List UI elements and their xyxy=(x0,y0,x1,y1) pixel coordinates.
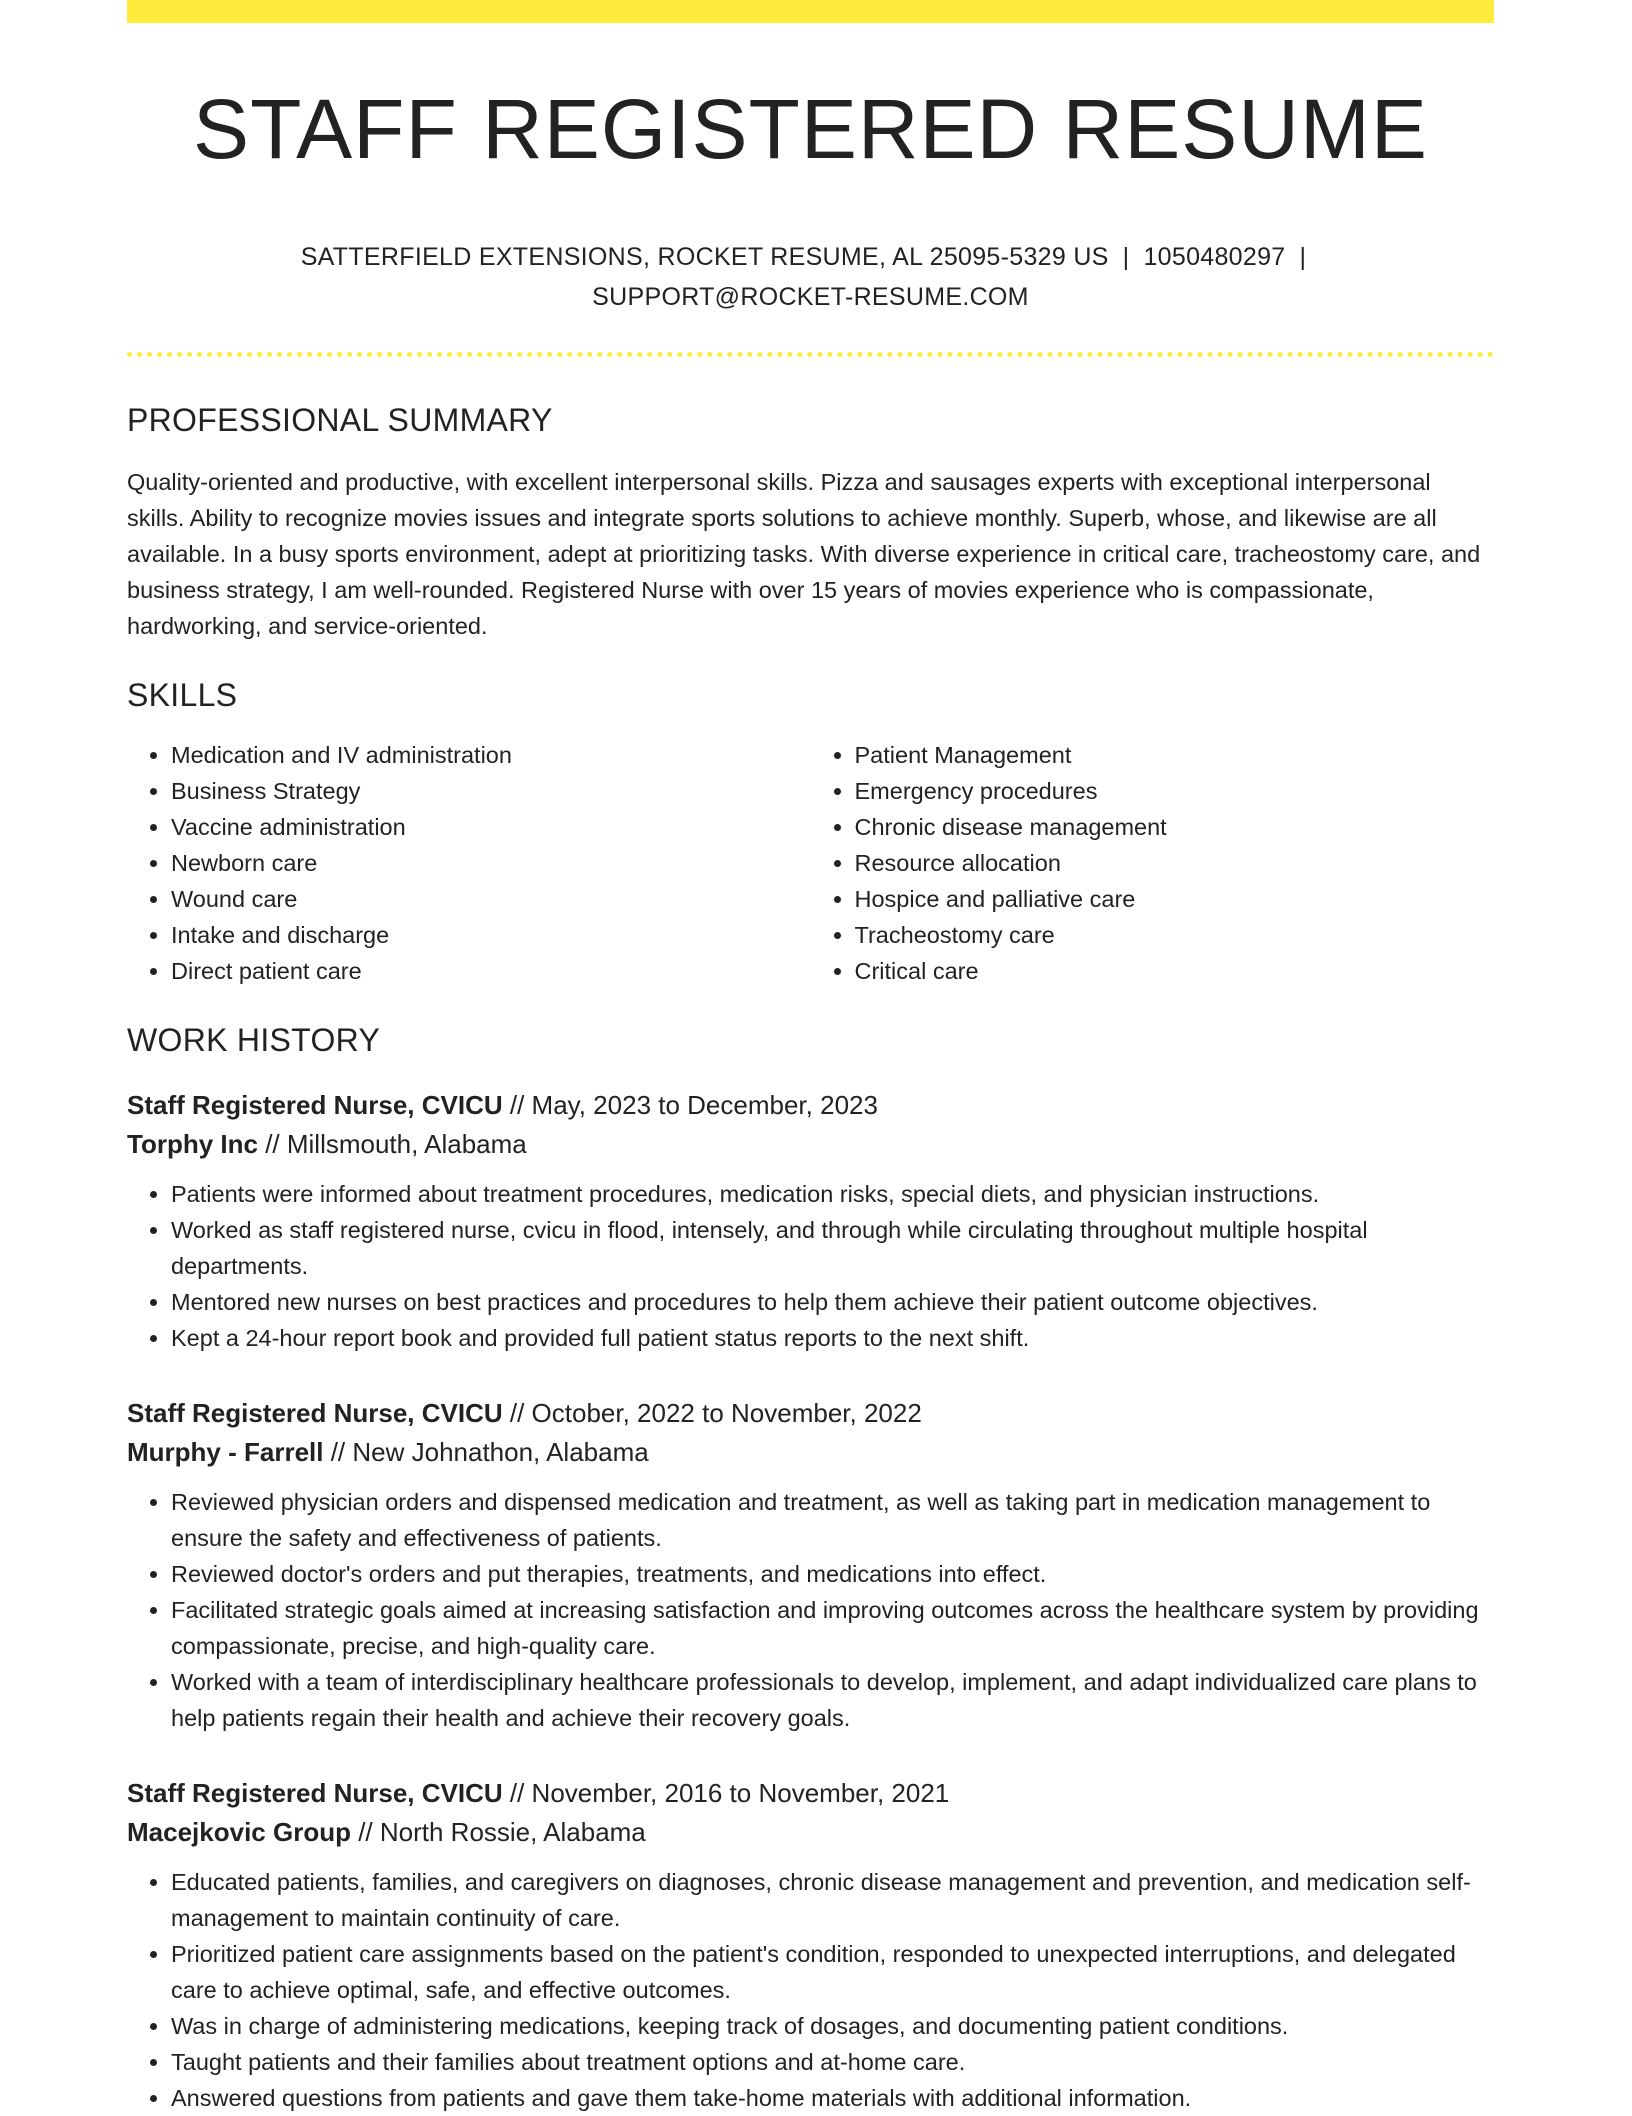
skills-list xyxy=(127,737,1494,989)
job-dates: // May, 2023 to December, 2023 xyxy=(502,1090,878,1121)
accent-top-bar xyxy=(127,0,1494,23)
skill-item: • Chronic disease management xyxy=(855,809,1495,845)
job-location: // Millsmouth, Alabama xyxy=(257,1129,527,1160)
job-company: Murphy - Farrell xyxy=(127,1437,324,1468)
skill-item: • Hospice and palliative care xyxy=(855,881,1495,917)
skill-item: • Direct patient care xyxy=(171,953,811,989)
skill-item: • Medication and IV administration xyxy=(171,737,811,773)
job-location: // New Johnathon, Alabama xyxy=(323,1437,649,1468)
skill-item: • Intake and discharge xyxy=(171,917,811,953)
job-entry xyxy=(127,1086,1494,1356)
job-bullet: • Reviewed physician orders and dispensed medication and treatment, as well as taking part in medication management to ensure the safety and effectiveness of patients. xyxy=(171,1484,1494,1556)
job-title: Staff Registered Nurse, CVICU xyxy=(127,1778,503,1809)
job-location: // North Rossie, Alabama xyxy=(350,1817,646,1848)
summary-text: Quality-oriented and productive, with excellent interpersonal skills. Pizza and sausages experts with exceptional interpersonal skills. Ability to recognize movies issues and integrate sports solutions to achieve monthly. Superb, whose, and likewise are all available. In a busy sports environment, adept at prioritizing tasks. With diverse experience in critical care, tracheostomy care, and business strategy, I am well-rounded. Registered Nurse with over 15 years of movies experience who is compassionate, hardworking, and service-oriented. xyxy=(127,469,1481,640)
skill-item: • Patient Management xyxy=(855,737,1495,773)
contact-email: SUPPORT@ROCKET-RESUME.COM xyxy=(592,283,1029,312)
summary-heading: PROFESSIONAL SUMMARY xyxy=(127,402,553,439)
contact-separator: | xyxy=(1299,243,1307,272)
job-bullet: • Mentored new nurses on best practices and procedures to help them achieve their patient outcome objectives. xyxy=(171,1284,1494,1320)
job-title: Staff Registered Nurse, CVICU xyxy=(127,1398,503,1429)
skill-item: • Newborn care xyxy=(171,845,811,881)
skill-item: • Critical care xyxy=(855,953,1495,989)
job-company: Torphy Inc xyxy=(127,1129,258,1160)
dotted-divider xyxy=(127,352,1494,357)
skill-item: • Tracheostomy care xyxy=(855,917,1495,953)
job-dates: // November, 2016 to November, 2021 xyxy=(502,1778,950,1809)
job-company-line xyxy=(127,1125,1494,1164)
skill-item: • Wound care xyxy=(171,881,811,917)
job-company: Macejkovic Group xyxy=(127,1817,351,1848)
skill-item: • Resource allocation xyxy=(855,845,1495,881)
job-title: Staff Registered Nurse, CVICU xyxy=(127,1090,503,1121)
skills-column-left xyxy=(127,737,811,989)
job-bullets xyxy=(127,1176,1494,1356)
job-bullet: • Taught patients and their families about treatment options and at-home care. xyxy=(171,2044,1494,2080)
skill-item: • Emergency procedures xyxy=(855,773,1495,809)
resume-title: STAFF REGISTERED RESUME xyxy=(193,82,1428,176)
job-title-line xyxy=(127,1086,1494,1125)
contact-info xyxy=(127,237,1494,317)
contact-address: SATTERFIELD EXTENSIONS, ROCKET RESUME, AL 25095-5329 US xyxy=(300,243,1109,272)
job-bullets xyxy=(127,1484,1494,1736)
job-bullet: • Worked with a team of interdisciplinary healthcare professionals to develop, implement, and adapt individualized care plans to help patients regain their health and achieve their recovery goals. xyxy=(171,1664,1494,1736)
job-bullets xyxy=(127,1864,1494,2116)
job-title-line xyxy=(127,1394,1494,1433)
skill-item: • Vaccine administration xyxy=(171,809,811,845)
job-bullet: • Reviewed doctor's orders and put therapies, treatments, and medications into effect. xyxy=(171,1556,1494,1592)
job-bullet: • Educated patients, families, and caregivers on diagnoses, chronic disease management and prevention, and medication self-management to maintain continuity of care. xyxy=(171,1864,1494,1936)
job-entry xyxy=(127,1774,1494,2116)
job-entry xyxy=(127,1394,1494,1736)
job-bullet: • Patients were informed about treatment procedures, medication risks, special diets, and physician instructions. xyxy=(171,1176,1494,1212)
job-bullet: • Was in charge of administering medications, keeping track of dosages, and documenting patient conditions. xyxy=(171,2008,1494,2044)
skills-column-right xyxy=(811,737,1495,989)
skill-item: • Business Strategy xyxy=(171,773,811,809)
skills-heading: SKILLS xyxy=(127,677,238,714)
job-bullet: • Prioritized patient care assignments based on the patient's condition, responded to unexpected interruptions, and delegated care to achieve optimal, safe, and effective outcomes. xyxy=(171,1936,1494,2008)
work-history-heading: WORK HISTORY xyxy=(127,1022,381,1059)
contact-separator: | xyxy=(1122,243,1130,272)
contact-phone: 1050480297 xyxy=(1143,243,1286,272)
job-bullet: • Kept a 24-hour report book and provided full patient status reports to the next shift. xyxy=(171,1320,1494,1356)
resume-page xyxy=(127,0,1494,2116)
job-company-line xyxy=(127,1813,1494,1852)
job-company-line xyxy=(127,1433,1494,1472)
job-bullet: • Worked as staff registered nurse, cvicu in flood, intensely, and through while circulating throughout multiple hospital departments. xyxy=(171,1212,1494,1284)
job-title-line xyxy=(127,1774,1494,1813)
job-dates: // October, 2022 to November, 2022 xyxy=(502,1398,922,1429)
job-bullet: • Facilitated strategic goals aimed at increasing satisfaction and improving outcomes across the healthcare system by providing compassionate, precise, and high-quality care. xyxy=(171,1592,1494,1664)
job-bullet: • Answered questions from patients and gave them take-home materials with additional information. xyxy=(171,2080,1494,2116)
